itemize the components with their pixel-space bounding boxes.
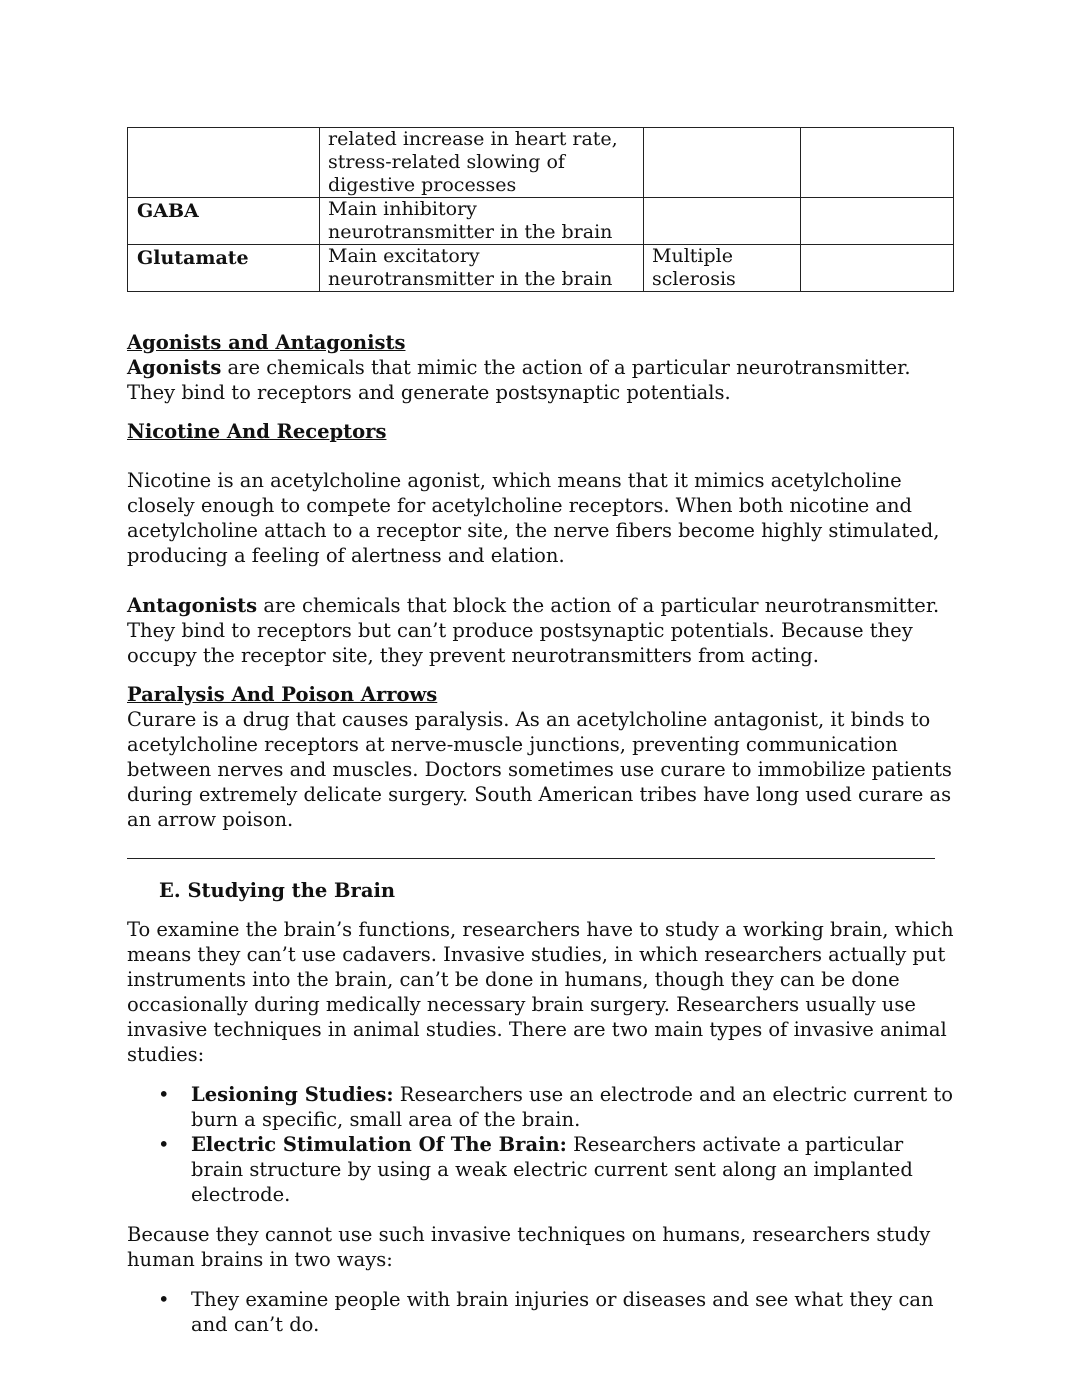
bullet-text: They examine people with brain injuries or diseases and see what they can and can’t do. xyxy=(191,1288,934,1336)
table-cell-name: GABA xyxy=(128,198,320,245)
table-row xyxy=(128,245,954,292)
bullet-term: Lesioning Studies: xyxy=(191,1083,394,1106)
nicotine-paragraph: Nicotine is an acetylcholine agonist, which means that it mimics acetylcholine closely enough to compete for acetylcholine receptors. When both nicotine and acetylcholine attach to a receptor site, the nerve fibers become highly stimulated, producing a feeling of alertness and elation. xyxy=(127,469,940,567)
bullet-icon: • xyxy=(158,1133,170,1156)
horizontal-rule xyxy=(127,858,935,859)
nicotine-heading: Nicotine And Receptors xyxy=(127,420,387,443)
table-cell-extra xyxy=(801,198,954,245)
table-cell-function: Main inhibitory neurotransmitter in the brain xyxy=(320,198,644,245)
human-studies-intro: Because they cannot use such invasive techniques on humans, researchers study human brains in two ways: xyxy=(127,1223,931,1271)
neurotransmitter-table xyxy=(127,127,954,292)
table-cell-name: Glutamate xyxy=(128,245,320,292)
section-e-intro: To examine the brain’s functions, researchers have to study a working brain, which means they can’t use cadavers. Invasive studies, in which researchers actually put instruments into the brain, can’t be done in humans, though they can be done occasionally during medically necessary brain surgery. Researchers usually use invasive techniques in animal studies. There are two main types of invasive animal studies: xyxy=(127,918,954,1066)
section-e-heading: E. Studying the Brain xyxy=(159,879,396,902)
table-cell-extra xyxy=(801,128,954,198)
bullet-icon: • xyxy=(158,1288,170,1311)
list-item xyxy=(127,1132,955,1207)
list-item xyxy=(127,1287,955,1337)
antagonists-section xyxy=(127,593,955,668)
agonists-section xyxy=(127,330,955,405)
table-cell-disorder xyxy=(644,198,801,245)
agonists-heading: Agonists and Antagonists xyxy=(127,331,406,354)
list-item xyxy=(127,1082,955,1132)
table-cell-disorder xyxy=(644,128,801,198)
bullet-icon: • xyxy=(158,1083,170,1106)
agonists-text: are chemicals that mimic the action of a particular neurotransmitter. They bind to receptors and generate postsynaptic potentials. xyxy=(127,356,911,404)
human-studies-list xyxy=(127,1287,955,1337)
table-cell-name xyxy=(128,128,320,198)
table-cell-extra xyxy=(801,245,954,292)
antagonists-text: are chemicals that block the action of a particular neurotransmitter. They bind to receptors but can’t produce postsynaptic potentials. Because they occupy the receptor site, they prevent neurotransmitters from acting. xyxy=(127,594,940,667)
paralysis-heading: Paralysis And Poison Arrows xyxy=(127,683,438,706)
agonists-term: Agonists xyxy=(127,356,222,379)
bullet-text: Researchers use an electrode and an electric current to burn a specific, small area of the brain. xyxy=(191,1083,953,1131)
antagonists-term: Antagonists xyxy=(127,594,258,617)
section-e xyxy=(127,878,955,1337)
table-cell-function: related increase in heart rate, stress-related slowing of digestive processes xyxy=(320,128,644,198)
paralysis-paragraph: Curare is a drug that causes paralysis. As an acetylcholine antagonist, it binds to acetylcholine receptors at nerve-muscle junctions, preventing communication between nerves and muscles. Doctors sometimes use curare to immobilize patients during extremely delicate surgery. South American tribes have long used curare as an arrow poison. xyxy=(127,708,952,831)
document-page xyxy=(127,127,955,1337)
paralysis-section xyxy=(127,682,955,832)
table-row xyxy=(128,198,954,245)
bullet-text: Researchers activate a particular brain structure by using a weak electric current sent along an implanted electrode. xyxy=(191,1133,913,1206)
bullet-term: Electric Stimulation Of The Brain: xyxy=(191,1133,567,1156)
agonists-paragraph xyxy=(127,355,955,405)
table-row xyxy=(128,128,954,198)
invasive-studies-list xyxy=(127,1082,955,1207)
antagonists-paragraph xyxy=(127,593,955,668)
table-cell-function: Main excitatory neurotransmitter in the brain xyxy=(320,245,644,292)
nicotine-section xyxy=(127,419,955,568)
table-cell-disorder: Multiple sclerosis xyxy=(644,245,801,292)
